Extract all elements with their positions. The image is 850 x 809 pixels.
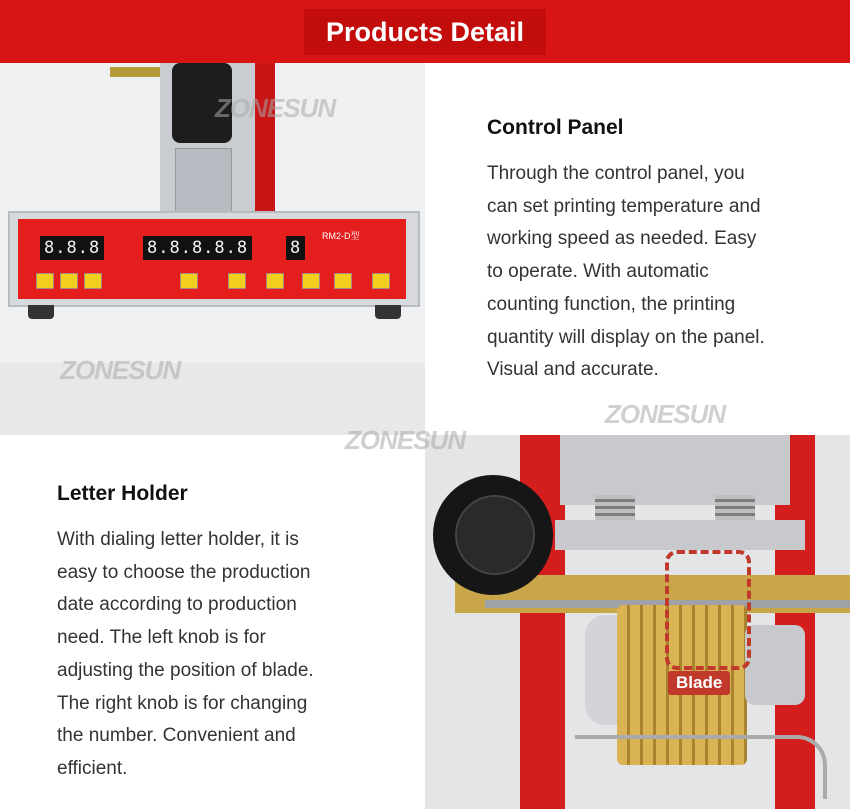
speed-display: 8 [286, 236, 305, 260]
text-line: adjusting the position of blade. [57, 659, 314, 681]
control-panel-title: Control Panel [487, 116, 624, 139]
panel-button [372, 273, 390, 289]
blade-label: Blade [668, 671, 730, 695]
text-line: can set printing temperature and [487, 195, 761, 217]
text-line: working speed as needed. Easy [487, 228, 757, 250]
panel-button [228, 273, 246, 289]
text-line: Through the control panel, you [487, 163, 745, 184]
knob-center [455, 495, 535, 575]
side-hub [745, 625, 805, 705]
lever-handle [575, 735, 827, 799]
control-panel-photo [0, 63, 425, 435]
text-line: quantity will display on the panel. [487, 326, 765, 348]
machine-foot [28, 305, 54, 319]
letter-holder-description [57, 524, 314, 786]
text-line: date according to production [57, 594, 297, 616]
text-line: The right knob is for changing [57, 692, 308, 714]
text-line: the number. Convenient and [57, 725, 296, 747]
header-title-wrap [0, 0, 850, 63]
panel-button [180, 273, 198, 289]
watermark-logo: ZONESUN [215, 93, 336, 123]
count-display: 8.8.8.8.8 [143, 236, 252, 260]
machine-foot [375, 305, 401, 319]
letter-holder-photo [425, 399, 850, 809]
cross-bar [555, 520, 805, 550]
text-line: to operate. With automatic [487, 261, 709, 283]
watermark-logo: ZONESUN [605, 399, 726, 429]
watermark-logo: ZONESUN [345, 425, 466, 455]
panel-button [266, 273, 284, 289]
panel-button [302, 273, 320, 289]
text-line: efficient. [57, 757, 128, 779]
panel-model-label: RM2-D型 [322, 231, 360, 241]
temperature-display: 8.8.8 [40, 236, 104, 260]
blade-highlight-box [665, 550, 751, 670]
text-line: With dialing letter holder, it is [57, 529, 299, 550]
panel-button [36, 273, 54, 289]
panel-button [334, 273, 352, 289]
page-title: Products Detail [304, 9, 546, 55]
watermark-logo: ZONESUN [60, 355, 181, 385]
letter-holder-title: Letter Holder [57, 482, 188, 505]
text-line: easy to choose the production [57, 561, 311, 583]
text-line: Visual and accurate. [487, 359, 659, 381]
panel-button [84, 273, 102, 289]
control-panel-description [487, 158, 765, 387]
machine-plate [175, 148, 232, 215]
text-line: counting function, the printing [487, 293, 736, 315]
panel-button [60, 273, 78, 289]
machine-red-side [255, 63, 275, 213]
text-line: need. The left knob is for [57, 627, 266, 649]
